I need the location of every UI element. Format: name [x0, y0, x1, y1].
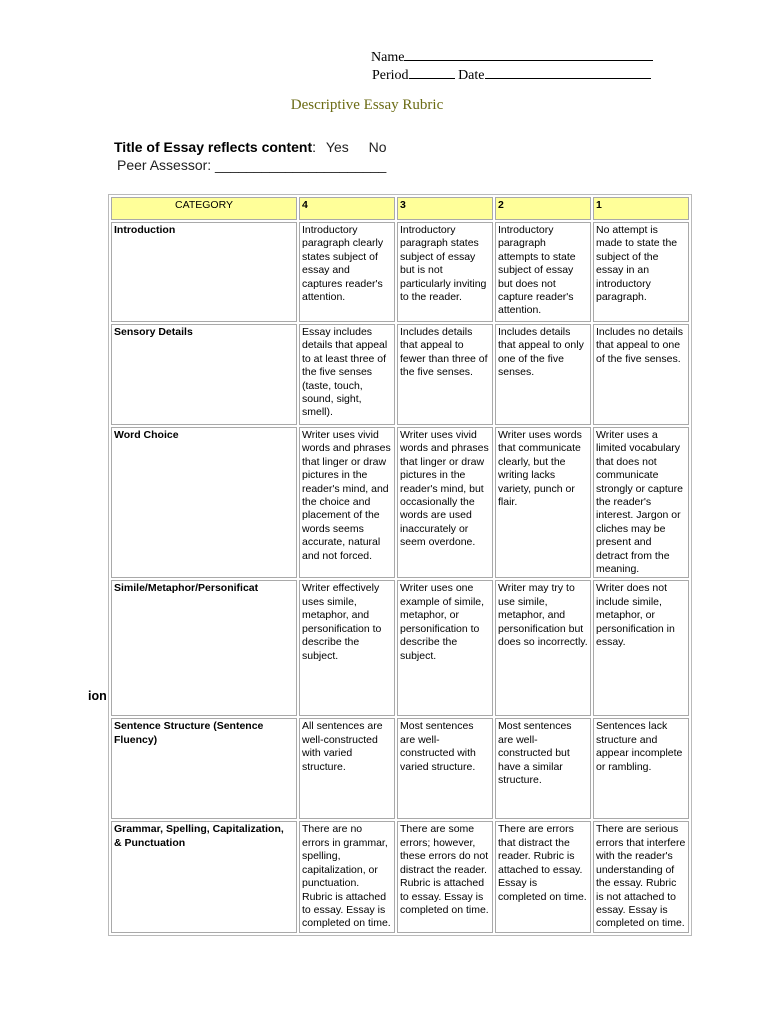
header-score-1: 1	[593, 197, 689, 220]
header-score-4: 4	[299, 197, 395, 220]
title-question-label: Title of Essay reflects content	[114, 139, 313, 155]
rubric-cell: Includes no details that appeal to one of the five senses.	[593, 324, 689, 425]
rubric-cell: Most sentences are well-constructed but have a similar structure.	[495, 718, 591, 819]
rubric-cell: Most sentences are well-constructed with varied structure.	[397, 718, 493, 819]
title-reflects-content-question	[114, 139, 387, 155]
header-score-3: 3	[397, 197, 493, 220]
rubric-cell: Essay includes details that appeal to at least three of the five senses (taste, touch, sound, sight, smell).	[299, 324, 395, 425]
period-blank[interactable]	[409, 65, 455, 79]
period-date-field[interactable]	[372, 65, 651, 84]
rubric-cell: There are some errors; however, these errors do not distract the reader. Rubric is attached to essay. Essay is completed on time.	[397, 821, 493, 933]
document-title: Descriptive Essay Rubric	[290, 97, 444, 113]
header-score-2: 2	[495, 197, 591, 220]
rubric-cell: Introductory paragraph attempts to state subject of essay but does not capture reader's attention.	[495, 222, 591, 322]
rubric-cell: Writer uses words that communicate clearly, but the writing lacks variety, punch or flair.	[495, 427, 591, 578]
category-word-choice: Word Choice	[111, 427, 297, 578]
rubric-cell: No attempt is made to state the subject of the essay in an introductory paragraph.	[593, 222, 689, 322]
table-row	[111, 580, 689, 716]
category-simile-metaphor-personification: Simile/Metaphor/Personificat	[111, 580, 297, 716]
rubric-cell: Introductory paragraph clearly states subject of essay and captures reader's attention.	[299, 222, 395, 322]
title-question-colon: :	[312, 139, 317, 155]
rubric-cell: Writer uses vivid words and phrases that linger or draw pictures in the reader's mind, and the choice and placement of the words seems accurate, natural and not forced.	[299, 427, 395, 578]
rubric-cell: Writer uses one example of simile, metaphor, or personification to describe the subject.	[397, 580, 493, 716]
category-overflow-text: ion	[88, 689, 107, 703]
rubric-cell: There are no errors in grammar, spelling, capitalization, or punctuation. Rubric is attached to essay. Essay is completed on time.	[299, 821, 395, 933]
category-introduction: Introduction	[111, 222, 297, 322]
table-row	[111, 821, 689, 933]
rubric-cell: Writer effectively uses simile, metaphor, and personification to describe the subject.	[299, 580, 395, 716]
rubric-cell: There are serious errors that interfere with the reader's understanding of the essay. Rubric is not attached to essay. Essay is completed on time.	[593, 821, 689, 933]
date-label: Date	[458, 68, 485, 83]
date-blank[interactable]	[485, 65, 651, 79]
rubric-cell: Introductory paragraph states subject of essay but is not particularly inviting to the reader.	[397, 222, 493, 322]
header-category: CATEGORY	[111, 197, 297, 220]
yes-option[interactable]: Yes	[325, 139, 349, 155]
period-label: Period	[372, 68, 409, 83]
rubric-cell: Writer does not include simile, metaphor, or personification in essay.	[593, 580, 689, 716]
name-blank[interactable]	[404, 47, 653, 61]
category-sentence-structure: Sentence Structure (Sentence Fluency)	[111, 718, 297, 819]
name-field[interactable]	[371, 47, 653, 66]
rubric-cell: Writer may try to use simile, metaphor, and personification but does so incorrectly.	[495, 580, 591, 716]
table-row	[111, 324, 689, 425]
rubric-cell: Includes details that appeal to fewer than three of the five senses.	[397, 324, 493, 425]
rubric-cell: Writer uses a limited vocabulary that does not communicate strongly or capture the reader's interest. Jargon or cliches may be present and detract from the meaning.	[593, 427, 689, 578]
header-row	[111, 197, 689, 220]
rubric-cell: All sentences are well-constructed with varied structure.	[299, 718, 395, 819]
table-row	[111, 718, 689, 819]
rubric-table	[108, 194, 692, 936]
name-label: Name	[371, 50, 405, 65]
rubric-cell: Sentences lack structure and appear incomplete or rambling.	[593, 718, 689, 819]
peer-assessor-line: Peer Assessor: ______________________	[117, 157, 387, 173]
table-row	[111, 427, 689, 578]
rubric-cell: There are errors that distract the reader. Rubric is attached to essay. Essay is completed on time.	[495, 821, 591, 933]
category-sensory-details: Sensory Details	[111, 324, 297, 425]
rubric-cell: Writer uses vivid words and phrases that linger or draw pictures in the reader's mind, but occasionally the words are used inaccurately or seem overdone.	[397, 427, 493, 578]
no-option[interactable]: No	[368, 139, 387, 155]
rubric-cell: Includes details that appeal to only one of the five senses.	[495, 324, 591, 425]
category-grammar-spelling: Grammar, Spelling, Capitalization, & Punctuation	[111, 821, 297, 933]
table-row	[111, 222, 689, 322]
